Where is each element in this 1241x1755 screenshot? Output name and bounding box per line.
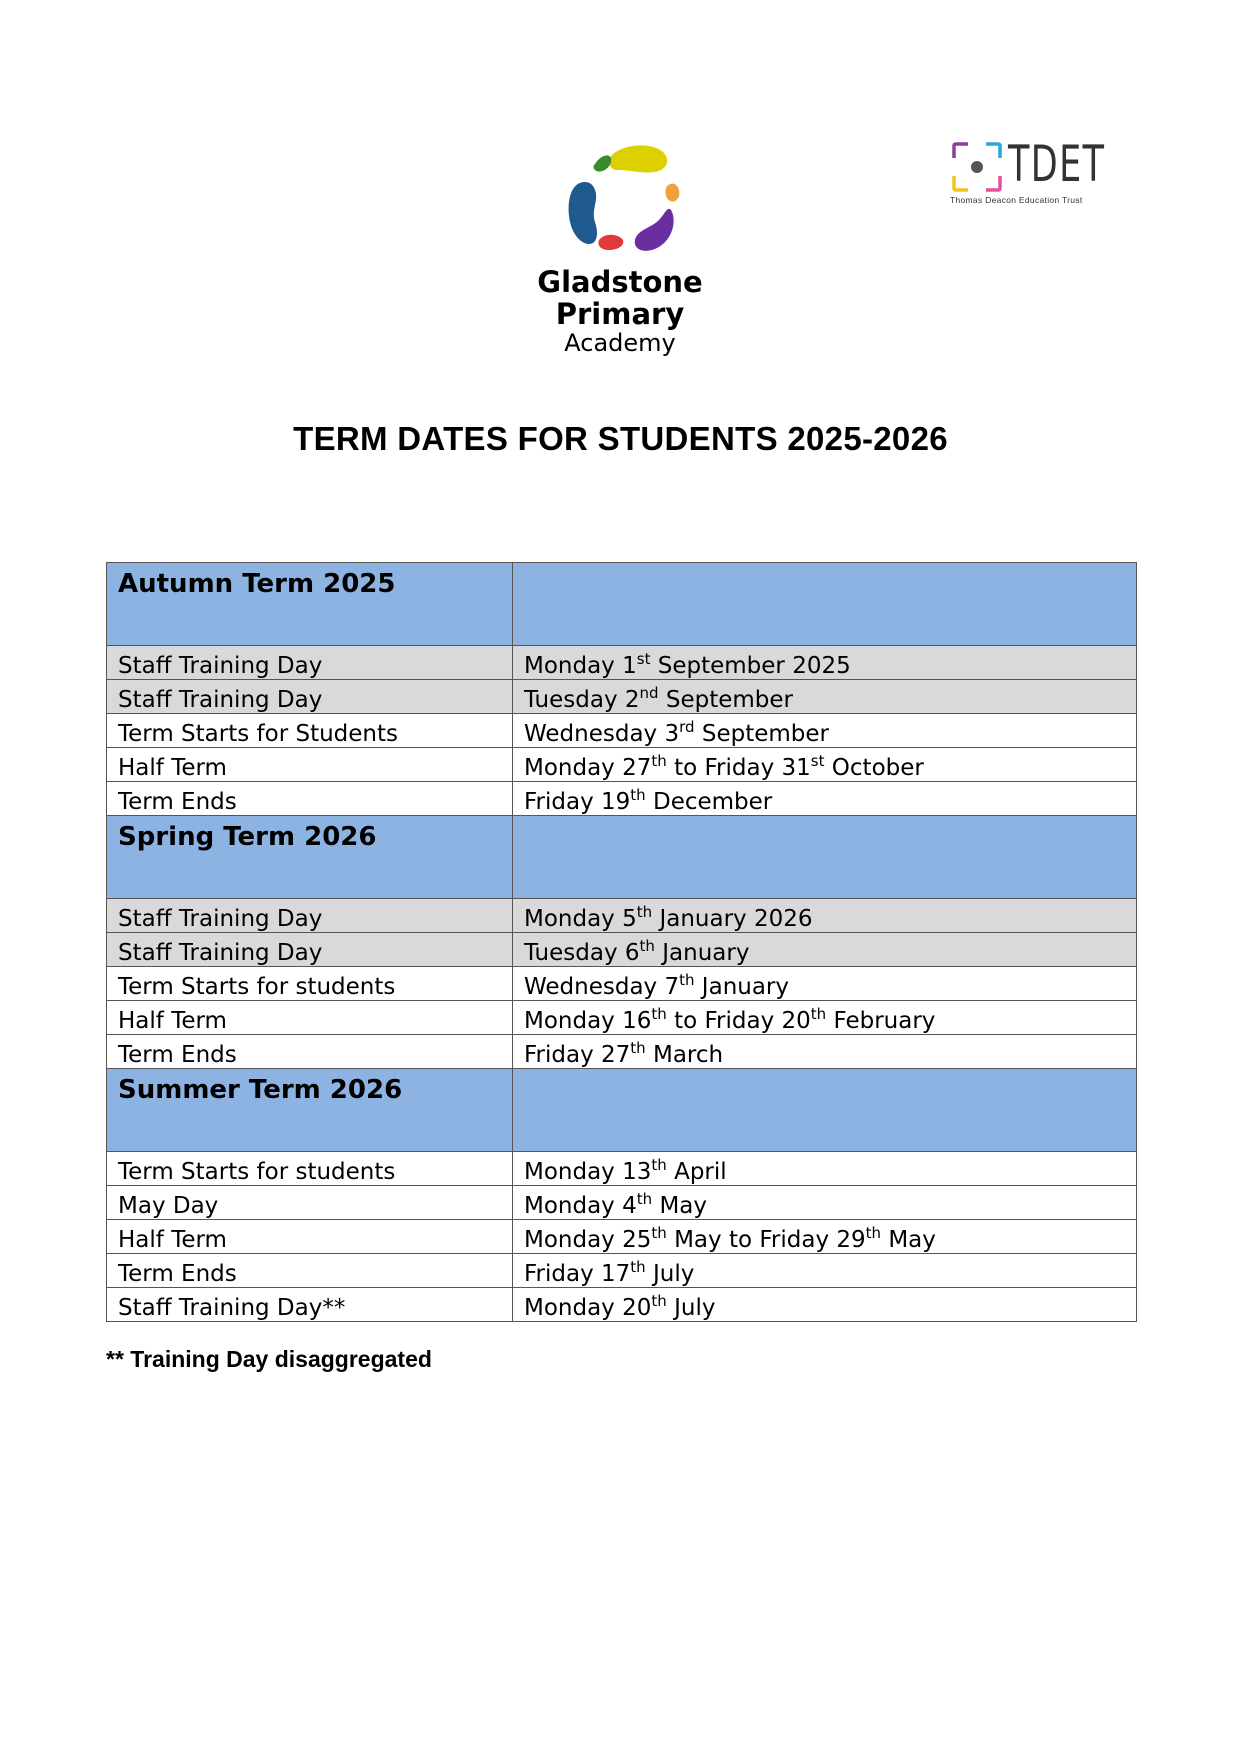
event-cell: Term Starts for students: [107, 1152, 513, 1186]
date-cell: [513, 1254, 1137, 1288]
ordinal-suffix: th: [651, 1292, 667, 1310]
date-text: Monday 25: [524, 1227, 652, 1253]
event-cell: Term Ends: [107, 1254, 513, 1288]
event-cell: Half Term: [107, 1220, 513, 1254]
ordinal-suffix: th: [679, 971, 695, 989]
table-row: [107, 1001, 1137, 1035]
term-heading: Autumn Term 2025: [107, 563, 513, 646]
date-text: Monday 13: [524, 1159, 652, 1185]
term-dates-table: [106, 562, 1137, 1322]
table-row: [107, 782, 1137, 816]
date-text: Wednesday 7: [524, 974, 680, 1000]
term-header-empty-cell: [513, 1069, 1137, 1152]
date-text: May: [881, 1227, 936, 1253]
date-cell: [513, 967, 1137, 1001]
event-cell: Staff Training Day: [107, 646, 513, 680]
event-cell: Half Term: [107, 1001, 513, 1035]
date-text: Monday 20: [524, 1295, 652, 1321]
ordinal-suffix: th: [651, 752, 667, 770]
ordinal-suffix: th: [865, 1224, 882, 1242]
date-cell: [513, 899, 1137, 933]
ordinal-suffix: th: [636, 1190, 653, 1208]
ordinal-suffix: th: [636, 903, 653, 921]
event-cell: Term Ends: [107, 1035, 513, 1069]
ordinal-suffix: th: [630, 786, 646, 804]
event-cell: Term Starts for students: [107, 967, 513, 1001]
table-row: [107, 1220, 1137, 1254]
table-row: [107, 680, 1137, 714]
date-text: September: [694, 721, 829, 747]
date-text: to Friday 31: [666, 755, 811, 781]
date-text: December: [645, 789, 773, 815]
trust-abbreviation: TDET: [1008, 135, 1106, 193]
event-cell: May Day: [107, 1186, 513, 1220]
ordinal-suffix: th: [639, 937, 655, 955]
date-text: April: [666, 1159, 727, 1185]
table-row: [107, 1035, 1137, 1069]
ordinal-suffix: th: [651, 1156, 667, 1174]
ordinal-suffix: th: [630, 1039, 646, 1057]
date-cell: [513, 933, 1137, 967]
date-cell: [513, 782, 1137, 816]
date-cell: [513, 680, 1137, 714]
event-cell: Half Term: [107, 748, 513, 782]
date-text: Friday 27: [524, 1042, 631, 1068]
term-heading: Spring Term 2026: [107, 816, 513, 899]
school-emblem-icon: [555, 140, 685, 260]
date-cell: [513, 1186, 1137, 1220]
trust-full-name: Thomas Deacon Education Trust: [950, 195, 1083, 205]
ordinal-suffix: th: [630, 1258, 646, 1276]
table-row: [107, 1254, 1137, 1288]
date-text: Monday 5: [524, 906, 637, 932]
term-heading: Summer Term 2026: [107, 1069, 513, 1152]
date-cell: [513, 714, 1137, 748]
date-cell: [513, 646, 1137, 680]
table-row: [107, 1186, 1137, 1220]
date-text: May: [652, 1193, 708, 1219]
table-row: [107, 714, 1137, 748]
date-text: May to Friday 29: [666, 1227, 866, 1253]
term-header-row: [107, 816, 1137, 899]
date-cell: [513, 1035, 1137, 1069]
date-text: Wednesday 3: [524, 721, 680, 747]
date-text: September: [658, 687, 794, 713]
date-text: March: [645, 1042, 724, 1068]
date-text: Tuesday 6: [524, 940, 640, 966]
page-title: TERM DATES FOR STUDENTS 2025-2026: [293, 420, 948, 457]
table-row: [107, 933, 1137, 967]
date-text: July: [666, 1295, 716, 1321]
date-text: July: [645, 1261, 695, 1287]
table-row: [107, 899, 1137, 933]
event-cell: Staff Training Day: [107, 899, 513, 933]
trust-logo: [950, 135, 1110, 210]
date-text: Friday 17: [524, 1261, 631, 1287]
school-name: Gladstone Primary: [537, 265, 703, 331]
table-row: [107, 1152, 1137, 1186]
date-text: February: [826, 1008, 936, 1034]
date-text: to Friday 20: [666, 1008, 811, 1034]
date-text: Tuesday 2: [524, 687, 640, 713]
ordinal-suffix: th: [651, 1224, 667, 1242]
term-header-empty-cell: [513, 816, 1137, 899]
ordinal-suffix: rd: [679, 718, 695, 736]
event-cell: Term Starts for Students: [107, 714, 513, 748]
table-row: [107, 967, 1137, 1001]
event-cell: Staff Training Day: [107, 680, 513, 714]
table-row: [107, 646, 1137, 680]
date-text: Monday 1: [524, 653, 637, 679]
date-cell: [513, 748, 1137, 782]
date-text: October: [824, 755, 924, 781]
table-row: [107, 748, 1137, 782]
date-cell: [513, 1220, 1137, 1254]
school-subtitle: Academy: [564, 329, 676, 357]
date-text: September 2025: [650, 653, 851, 679]
event-cell: Staff Training Day: [107, 933, 513, 967]
date-text: January: [694, 974, 790, 1000]
trust-mark-icon: [950, 140, 1004, 194]
table-row: [107, 1288, 1137, 1322]
date-text: January 2026: [652, 906, 813, 932]
date-text: Monday 16: [524, 1008, 652, 1034]
date-cell: [513, 1152, 1137, 1186]
event-cell: Staff Training Day**: [107, 1288, 513, 1322]
term-header-row: [107, 563, 1137, 646]
date-text: Monday 27: [524, 755, 652, 781]
date-cell: [513, 1288, 1137, 1322]
date-text: January: [654, 940, 750, 966]
event-cell: Term Ends: [107, 782, 513, 816]
term-header-empty-cell: [513, 563, 1137, 646]
date-cell: [513, 1001, 1137, 1035]
footnote: ** Training Day disaggregated: [106, 1346, 432, 1372]
date-text: Friday 19: [524, 789, 631, 815]
ordinal-suffix: th: [651, 1005, 667, 1023]
ordinal-suffix: st: [636, 650, 651, 668]
date-text: Monday 4: [524, 1193, 637, 1219]
ordinal-suffix: st: [810, 752, 825, 770]
ordinal-suffix: nd: [639, 684, 659, 702]
term-header-row: [107, 1069, 1137, 1152]
school-logo: [470, 140, 770, 357]
ordinal-suffix: th: [810, 1005, 827, 1023]
